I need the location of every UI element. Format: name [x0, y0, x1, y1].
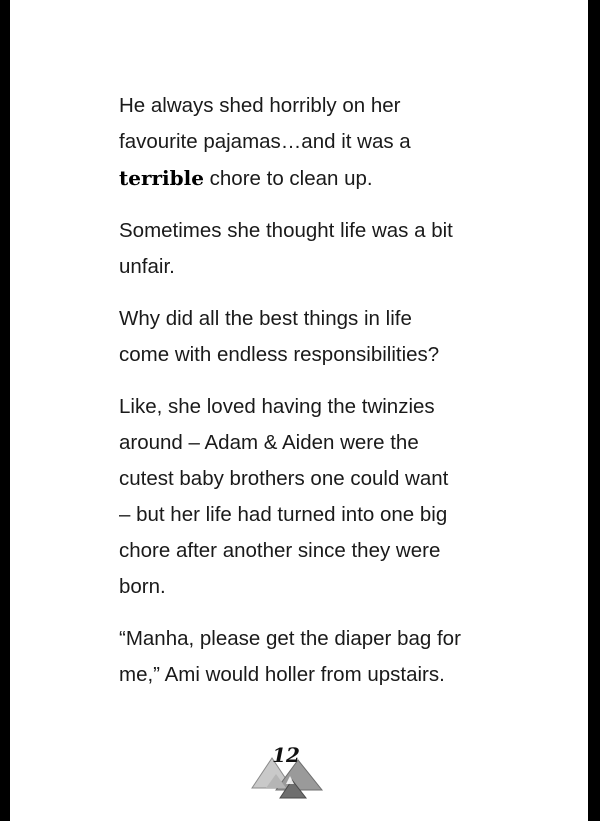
- text-line: favourite pajamas…and it was a: [119, 130, 411, 153]
- story-text: [119, 88, 539, 709]
- left-page-edge: [0, 0, 10, 821]
- page-number: 12: [272, 743, 300, 767]
- right-page-edge: [588, 0, 600, 821]
- text-line-with-emphasis: [119, 160, 539, 197]
- text-line: Sometimes she thought life was a bit: [119, 219, 453, 242]
- text-line: unfair.: [119, 255, 175, 278]
- paragraph-5: [119, 621, 539, 693]
- emphasized-word: terrible: [119, 166, 204, 190]
- paragraph-1: [119, 88, 539, 197]
- text-line: He always shed horribly on her: [119, 94, 401, 117]
- paragraph-4: [119, 389, 539, 605]
- text-line: me,” Ami would holler from upstairs.: [119, 663, 445, 686]
- text-line: – but her life had turned into one big: [119, 503, 448, 526]
- text-line: cutest baby brothers one could want: [119, 467, 449, 490]
- page-number-badge: [246, 740, 326, 802]
- paragraph-3: [119, 301, 539, 373]
- paragraph-2: [119, 213, 539, 285]
- text-fragment: chore to clean up.: [203, 167, 373, 190]
- text-line: Like, she loved having the twinzies: [119, 395, 435, 418]
- text-line: chore after another since they were: [119, 539, 441, 562]
- text-line: come with endless responsibilities?: [119, 343, 440, 366]
- text-line: around – Adam & Aiden were the: [119, 431, 419, 454]
- text-line: “Manha, please get the diaper bag for: [119, 627, 461, 650]
- text-line: born.: [119, 575, 166, 598]
- book-page: [10, 0, 588, 821]
- text-line: Why did all the best things in life: [119, 307, 412, 330]
